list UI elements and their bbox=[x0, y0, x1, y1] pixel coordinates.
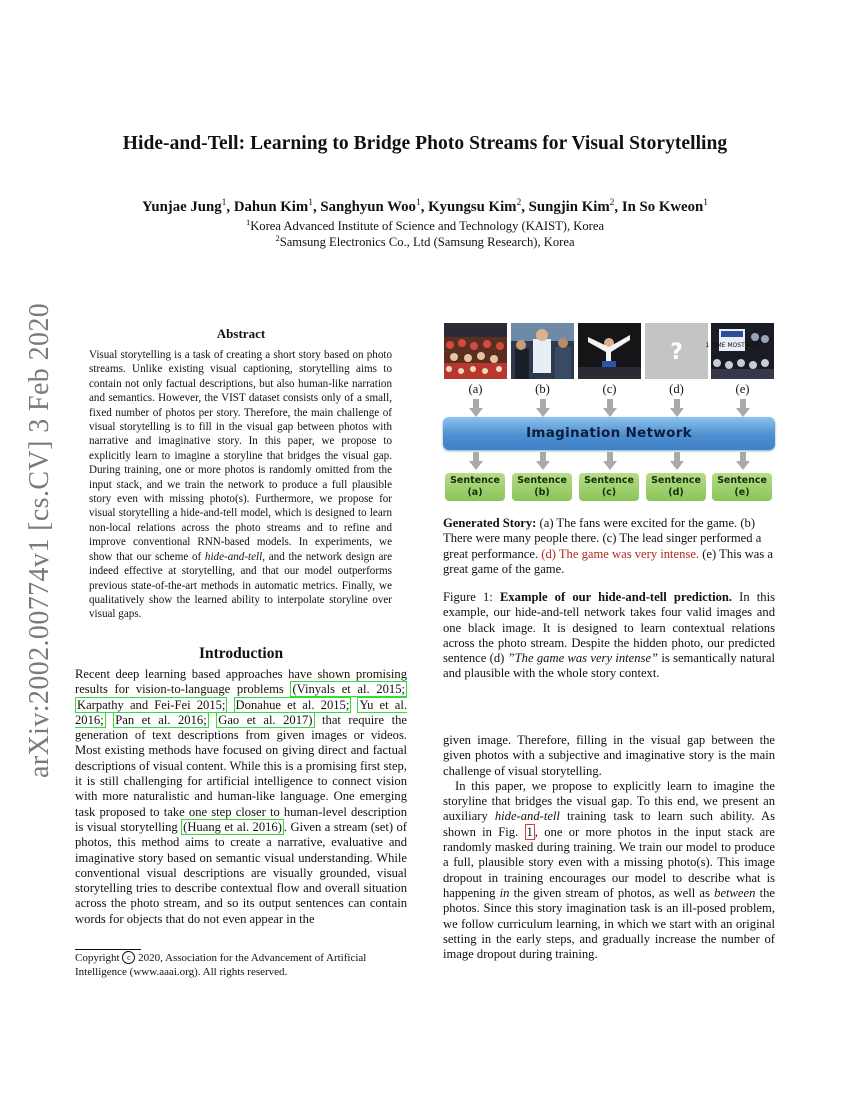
imagination-network-block: Imagination Network bbox=[443, 417, 775, 450]
citation-link[interactable]: Yu et al. 2016; bbox=[75, 697, 407, 727]
sentence-box-a: Sentence (a) bbox=[445, 473, 505, 501]
hidden-sentence: (d) The game was very intense. bbox=[541, 546, 700, 561]
affiliation-text: Samsung Electronics Co., Ltd (Samsung Research), Korea bbox=[279, 235, 575, 250]
figure-ref-link[interactable]: 1 bbox=[526, 824, 533, 839]
paper-title: Hide-and-Tell: Learning to Bridge Photo Streams for Visual Storytelling bbox=[122, 133, 728, 154]
citation-link[interactable]: (Huang et al. 2016) bbox=[183, 819, 282, 834]
affiliation-mark: 1 bbox=[245, 217, 251, 227]
down-arrow-icon bbox=[469, 452, 483, 470]
copyright-footnote: Copyright c 2020, Association for the Advancement of Artificial Intelligence (www.aaai.org). All rights reserved. bbox=[75, 952, 367, 978]
figure-caption: Figure 1: Example of our hide-and-tell prediction. In this example, our hide-and-tell network takes four valid images and one black image. It is designed to learn contextual relations across the photo stream. Despite the hidden photo, our predicted sentence (d) ”The game was very intense” is semantically natural and plausible with the whole story context. bbox=[443, 590, 775, 681]
hidden-photo-mark: ? bbox=[670, 340, 683, 365]
photo-label: (c) bbox=[602, 382, 617, 396]
photo-label: (a) bbox=[468, 382, 483, 396]
abstract-emphasis: hide-and-tell bbox=[204, 550, 263, 563]
down-arrow-icon bbox=[536, 452, 550, 470]
photo-sign-text: 1 TIME MOST NYC bbox=[705, 342, 759, 349]
photo-b-crowd bbox=[511, 323, 574, 379]
footnote-rule bbox=[75, 949, 141, 950]
caption-quote: ”The game was very intense” bbox=[507, 651, 659, 666]
affiliation-line bbox=[0, 233, 850, 250]
citation-link[interactable]: Donahue et al. 2015; bbox=[235, 697, 350, 712]
down-arrow-icon bbox=[670, 452, 684, 470]
photo-c-singer bbox=[578, 323, 641, 379]
story-label: Generated Story: bbox=[443, 516, 537, 530]
author-name: Sanghyun Woo bbox=[320, 198, 416, 215]
citation-link[interactable]: Karpathy and Fei-Fei 2015; bbox=[77, 697, 226, 712]
section-heading-introduction: Introduction bbox=[198, 645, 284, 662]
down-arrow-icon bbox=[736, 452, 750, 470]
citation-link[interactable]: Gao et al. 2017) bbox=[218, 712, 313, 727]
citation-link[interactable]: (Vinyals et al. 2015; bbox=[292, 682, 405, 697]
author-affiliation-mark: 2 bbox=[516, 198, 522, 208]
author-name: In So Kweon bbox=[621, 198, 704, 215]
arxiv-identifier[interactable]: arXiv:2002.00774v1 [cs.CV] 3 Feb 2020 bbox=[24, 302, 55, 778]
photo-d-hidden bbox=[645, 323, 708, 379]
copyright-symbol: c bbox=[122, 951, 135, 964]
sentence-box-d: Sentence (d) bbox=[646, 473, 706, 501]
author-affiliation-mark: 1 bbox=[415, 198, 421, 208]
sentence-box-e: Sentence (e) bbox=[712, 473, 772, 501]
affiliation-text: Korea Advanced Institute of Science and Technology (KAIST), Korea bbox=[250, 219, 605, 234]
abstract-text: Visual storytelling is a task of creating a short story based on photo streams. Unlike existing visual captioning, storytelling aims to contain not only factual descriptions, but also human-like narration and semantics. However, the VIST dataset consists only of a small, fixed number of photos per story. Therefore, the main challenge of visual storytelling is to fill in the visual gap between photos with narrative and imaginative story. In this paper, we propose to explicitly learn to imagine a storyline that bridges the visual gap. During training, one or more photos is randomly omitted from the input stack, and we train the network to produce a full plausible story even with missing photo(s). Furthermore, we propose for visual storytelling a hide-and-tell model, which is designed to learn non-local relations across the photo streams and to refine and improve conventional RNN-based models. In experiments, we show that our scheme of hide-and-tell, and the network design are indeed effective at storytelling, and that our model outperforms previous state-of-the-art methods in automatic metrics. Finally, we qualitatively show the learned ability to interpolate storyline over visual gaps. bbox=[89, 349, 392, 621]
generated-story: Generated Story: (a) The fans were excited for the game. (b) There were many people there. (c) The lead singer performed a great performance. (d) The game was very intense. (e) This was a great game of the game. bbox=[443, 516, 774, 576]
abstract-heading: Abstract bbox=[216, 326, 266, 341]
author-affiliation-mark: 1 bbox=[221, 198, 227, 208]
author-affiliation-mark: 1 bbox=[703, 198, 708, 208]
photo-label: (e) bbox=[735, 382, 750, 396]
author-name: Sungjin Kim bbox=[528, 198, 610, 215]
body-paragraph: given image. Therefore, filling in the visual gap between the given photos with a subjective and imaginative story is the main challenge of visual storytelling. bbox=[443, 733, 775, 778]
photo-e-stadium bbox=[705, 323, 774, 379]
author-name: Dahun Kim bbox=[233, 198, 309, 215]
affiliation-line bbox=[0, 217, 850, 234]
author-name: Yunjae Jung bbox=[142, 198, 222, 215]
sentence-box-c: Sentence (c) bbox=[579, 473, 639, 501]
down-arrow-icon bbox=[603, 452, 617, 470]
down-arrow-icon bbox=[536, 399, 550, 417]
photo-label: (d) bbox=[669, 382, 684, 396]
author-list: Yunjae Jung$^1$, Dahun Kim$^1$, Sanghyun Woo$^1$, Kyungsu Kim$^2$, Sungjin Kim$^2$, In So Kweon$^1$ bbox=[142, 198, 708, 215]
introduction-paragraph: Recent deep learning based approaches have shown promising results for vision-to-language problems (Vinyals et al. 2015; Karpathy and Fei-Fei 2015; Donahue et al. 2015; Yu et al. 2016; Pan et al. 2016; Gao et al. 2017) that require the generation of text descriptions from given images or videos. Most existing methods have focused on giving direct and factual descriptions of visual content. While this is a promising first step, it is still challenging for artificial intelligence to connect vision with more naturalistic and human-like language. One emerging task proposed to take one step closer to human-level description is visual storytelling (Huang et al. 2016) . Given a stream (set) of photos, this method aims to create a narrative, evaluative and imaginative story based on semantic visual understanding. While conventional visual descriptions are visually grounded, visual storytelling tries to describe contextual flow and overall situation across the photo stream, and so its output sentences can contain words for objects that do not even appear in the bbox=[75, 667, 407, 926]
down-arrow-icon bbox=[603, 399, 617, 417]
caption-bold: Example of our hide-and-tell prediction. bbox=[499, 590, 733, 604]
down-arrow-icon bbox=[469, 399, 483, 417]
body-paragraph: In this paper, we propose to explicitly learn to imagine the storyline that bridges the visual gap. To this end, we present an auxiliary hide-and-tell training task to learn such ability. As shown in Fig. 1 , one or more photos in the input stack are randomly masked during training. We train our model to produce a full, plausible story even with a missing photo(s). This image dropout in training encourages our model to describe what is happening in the given stream of photos, as well as between the photos. Since this story imagination task is an ill-posed problem, we follow curriculum learning, in which we start with an original setting in the early steps, and gradually increase the number of image dropout during training. bbox=[443, 778, 775, 962]
down-arrow-icon bbox=[670, 399, 684, 417]
author-name: Kyungsu Kim bbox=[428, 198, 517, 215]
photo-a-fans bbox=[444, 323, 507, 379]
author-affiliation-mark: 1 bbox=[308, 198, 313, 208]
down-arrow-icon bbox=[736, 399, 750, 417]
citation-link[interactable]: Pan et al. 2016; bbox=[115, 712, 207, 727]
affiliation-mark: 2 bbox=[275, 233, 280, 243]
right-column-body bbox=[443, 733, 775, 962]
sentence-box-b: Sentence (b) bbox=[512, 473, 572, 501]
author-affiliation-mark: 2 bbox=[609, 198, 615, 208]
photo-label: (b) bbox=[535, 382, 550, 396]
